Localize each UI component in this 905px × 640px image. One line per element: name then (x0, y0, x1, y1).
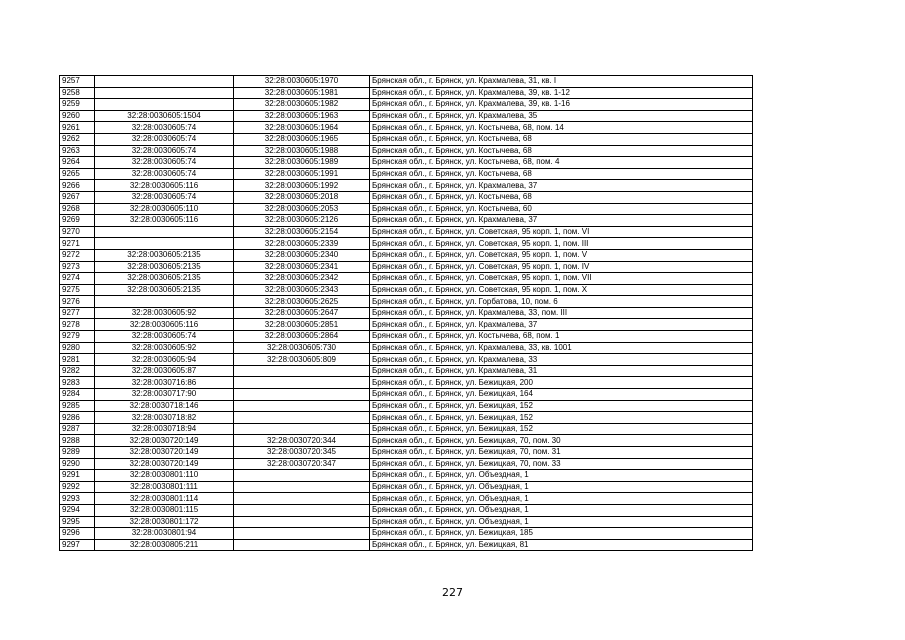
table-row (60, 493, 753, 505)
object-cadastral-cell: 32:28:0030605:1965 (234, 133, 370, 145)
row-number-cell: 9292 (60, 481, 95, 493)
land-plot-cadastral-cell: 32:28:0030605:74 (95, 191, 234, 203)
object-cadastral-cell (234, 470, 370, 482)
object-cadastral-cell: 32:28:0030605:2341 (234, 261, 370, 273)
row-number-cell: 9259 (60, 99, 95, 111)
object-cadastral-cell (234, 516, 370, 528)
row-number-cell: 9282 (60, 365, 95, 377)
address-cell: Брянская обл., г. Брянск, ул. Бежицкая, 185 (370, 528, 753, 540)
object-cadastral-cell (234, 528, 370, 540)
object-cadastral-cell (234, 504, 370, 516)
land-plot-cadastral-cell: 32:28:0030605:116 (95, 319, 234, 331)
land-plot-cadastral-cell: 32:28:0030605:74 (95, 331, 234, 343)
address-cell: Брянская обл., г. Брянск, ул. Крахмалева, 39, кв. 1-16 (370, 99, 753, 111)
object-cadastral-cell: 32:28:0030605:2126 (234, 215, 370, 227)
land-plot-cadastral-cell: 32:28:0030718:94 (95, 423, 234, 435)
land-plot-cadastral-cell: 32:28:0030718:82 (95, 412, 234, 424)
land-plot-cadastral-cell: 32:28:0030801:94 (95, 528, 234, 540)
table-row (60, 261, 753, 273)
land-plot-cadastral-cell: 32:28:0030605:92 (95, 307, 234, 319)
land-plot-cadastral-cell: 32:28:0030801:172 (95, 516, 234, 528)
address-cell: Брянская обл., г. Брянск, ул. Советская, 95 корп. 1, пом. VII (370, 273, 753, 285)
table-row (60, 226, 753, 238)
land-plot-cadastral-cell: 32:28:0030605:116 (95, 215, 234, 227)
land-plot-cadastral-cell: 32:28:0030720:149 (95, 447, 234, 459)
table-row (60, 87, 753, 99)
table-row (60, 400, 753, 412)
row-number-cell: 9276 (60, 296, 95, 308)
table-row (60, 423, 753, 435)
table-row (60, 133, 753, 145)
row-number-cell: 9285 (60, 400, 95, 412)
land-plot-cadastral-cell: 32:28:0030605:94 (95, 354, 234, 366)
table-row (60, 191, 753, 203)
object-cadastral-cell: 32:28:0030605:809 (234, 354, 370, 366)
object-cadastral-cell: 32:28:0030605:1981 (234, 87, 370, 99)
address-cell: Брянская обл., г. Брянск, ул. Крахмалева, 37 (370, 319, 753, 331)
land-plot-cadastral-cell: 32:28:0030605:74 (95, 168, 234, 180)
land-plot-cadastral-cell: 32:28:0030605:74 (95, 145, 234, 157)
address-cell: Брянская обл., г. Брянск, ул. Костычева, 68 (370, 133, 753, 145)
object-cadastral-cell (234, 412, 370, 424)
land-plot-cadastral-cell: 32:28:0030605:74 (95, 133, 234, 145)
address-cell: Брянская обл., г. Брянск, ул. Объездная, 1 (370, 504, 753, 516)
address-cell: Брянская обл., г. Брянск, ул. Советская, 95 корп. 1, пом. V (370, 249, 753, 261)
land-plot-cadastral-cell: 32:28:0030605:92 (95, 342, 234, 354)
row-number-cell: 9273 (60, 261, 95, 273)
table-row (60, 157, 753, 169)
table-row (60, 76, 753, 88)
row-number-cell: 9263 (60, 145, 95, 157)
address-cell: Брянская обл., г. Брянск, ул. Бежицкая, 152 (370, 400, 753, 412)
object-cadastral-cell: 32:28:0030720:344 (234, 435, 370, 447)
object-cadastral-cell (234, 365, 370, 377)
table-row (60, 180, 753, 192)
address-cell: Брянская обл., г. Брянск, ул. Крахмалева, 39, кв. 1-12 (370, 87, 753, 99)
land-plot-cadastral-cell: 32:28:0030605:116 (95, 180, 234, 192)
land-plot-cadastral-cell: 32:28:0030720:149 (95, 435, 234, 447)
object-cadastral-cell: 32:28:0030605:2154 (234, 226, 370, 238)
address-cell: Брянская обл., г. Брянск, ул. Крахмалева, 33 (370, 354, 753, 366)
table-row (60, 458, 753, 470)
table-row (60, 447, 753, 459)
address-cell: Брянская обл., г. Брянск, ул. Бежицкая, 70, пом. 31 (370, 447, 753, 459)
object-cadastral-cell: 32:28:0030605:2625 (234, 296, 370, 308)
row-number-cell: 9265 (60, 168, 95, 180)
cadastral-table-body (60, 76, 753, 551)
object-cadastral-cell: 32:28:0030605:2342 (234, 273, 370, 285)
table-row (60, 331, 753, 343)
table-row (60, 435, 753, 447)
table-row (60, 273, 753, 285)
object-cadastral-cell: 32:28:0030605:1991 (234, 168, 370, 180)
row-number-cell: 9290 (60, 458, 95, 470)
row-number-cell: 9293 (60, 493, 95, 505)
land-plot-cadastral-cell (95, 76, 234, 88)
table-row (60, 307, 753, 319)
land-plot-cadastral-cell: 32:28:0030605:110 (95, 203, 234, 215)
row-number-cell: 9275 (60, 284, 95, 296)
row-number-cell: 9294 (60, 504, 95, 516)
cadastral-table (59, 75, 753, 551)
row-number-cell: 9261 (60, 122, 95, 134)
row-number-cell: 9286 (60, 412, 95, 424)
address-cell: Брянская обл., г. Брянск, ул. Крахмалева, 33, пом. III (370, 307, 753, 319)
row-number-cell: 9278 (60, 319, 95, 331)
land-plot-cadastral-cell: 32:28:0030801:110 (95, 470, 234, 482)
table-row (60, 110, 753, 122)
address-cell: Брянская обл., г. Брянск, ул. Костычева, 68, пом. 14 (370, 122, 753, 134)
land-plot-cadastral-cell (95, 87, 234, 99)
table-row (60, 249, 753, 261)
table-row (60, 215, 753, 227)
table-row (60, 168, 753, 180)
address-cell: Брянская обл., г. Брянск, ул. Бежицкая, 70, пом. 33 (370, 458, 753, 470)
object-cadastral-cell (234, 481, 370, 493)
land-plot-cadastral-cell (95, 296, 234, 308)
address-cell: Брянская обл., г. Брянск, ул. Советская, 95 корп. 1, пом. VI (370, 226, 753, 238)
address-cell: Брянская обл., г. Брянск, ул. Горбатова, 10, пом. 6 (370, 296, 753, 308)
address-cell: Брянская обл., г. Брянск, ул. Объездная, 1 (370, 470, 753, 482)
row-number-cell: 9262 (60, 133, 95, 145)
row-number-cell: 9267 (60, 191, 95, 203)
object-cadastral-cell (234, 377, 370, 389)
table-row (60, 145, 753, 157)
table-row (60, 539, 753, 551)
row-number-cell: 9272 (60, 249, 95, 261)
address-cell: Брянская обл., г. Брянск, ул. Костычева, 68 (370, 168, 753, 180)
address-cell: Брянская обл., г. Брянск, ул. Объездная, 1 (370, 493, 753, 505)
land-plot-cadastral-cell (95, 99, 234, 111)
land-plot-cadastral-cell: 32:28:0030605:1504 (95, 110, 234, 122)
address-cell: Брянская обл., г. Брянск, ул. Объездная, 1 (370, 516, 753, 528)
table-row (60, 481, 753, 493)
row-number-cell: 9258 (60, 87, 95, 99)
row-number-cell: 9284 (60, 389, 95, 401)
address-cell: Брянская обл., г. Брянск, ул. Крахмалева, 31 (370, 365, 753, 377)
row-number-cell: 9291 (60, 470, 95, 482)
row-number-cell: 9289 (60, 447, 95, 459)
land-plot-cadastral-cell (95, 238, 234, 250)
table-row (60, 412, 753, 424)
row-number-cell: 9274 (60, 273, 95, 285)
address-cell: Брянская обл., г. Брянск, ул. Крахмалева, 37 (370, 215, 753, 227)
table-row (60, 354, 753, 366)
object-cadastral-cell: 32:28:0030605:2864 (234, 331, 370, 343)
object-cadastral-cell: 32:28:0030605:2343 (234, 284, 370, 296)
row-number-cell: 9281 (60, 354, 95, 366)
object-cadastral-cell (234, 493, 370, 505)
address-cell: Брянская обл., г. Брянск, ул. Бежицкая, 152 (370, 412, 753, 424)
object-cadastral-cell: 32:28:0030605:1964 (234, 122, 370, 134)
object-cadastral-cell: 32:28:0030605:730 (234, 342, 370, 354)
table-row (60, 203, 753, 215)
row-number-cell: 9297 (60, 539, 95, 551)
address-cell: Брянская обл., г. Брянск, ул. Крахмалева, 31, кв. I (370, 76, 753, 88)
object-cadastral-cell: 32:28:0030605:1982 (234, 99, 370, 111)
object-cadastral-cell (234, 400, 370, 412)
row-number-cell: 9257 (60, 76, 95, 88)
land-plot-cadastral-cell: 32:28:0030801:111 (95, 481, 234, 493)
object-cadastral-cell (234, 539, 370, 551)
table-row (60, 389, 753, 401)
table-row (60, 377, 753, 389)
land-plot-cadastral-cell: 32:28:0030717:90 (95, 389, 234, 401)
land-plot-cadastral-cell: 32:28:0030605:2135 (95, 249, 234, 261)
land-plot-cadastral-cell: 32:28:0030801:115 (95, 504, 234, 516)
row-number-cell: 9266 (60, 180, 95, 192)
address-cell: Брянская обл., г. Брянск, ул. Крахмалева, 35 (370, 110, 753, 122)
row-number-cell: 9295 (60, 516, 95, 528)
object-cadastral-cell: 32:28:0030605:2851 (234, 319, 370, 331)
table-row (60, 528, 753, 540)
land-plot-cadastral-cell: 32:28:0030716:86 (95, 377, 234, 389)
row-number-cell: 9283 (60, 377, 95, 389)
row-number-cell: 9264 (60, 157, 95, 169)
address-cell: Брянская обл., г. Брянск, ул. Бежицкая, 81 (370, 539, 753, 551)
row-number-cell: 9287 (60, 423, 95, 435)
address-cell: Брянская обл., г. Брянск, ул. Бежицкая, 200 (370, 377, 753, 389)
row-number-cell: 9269 (60, 215, 95, 227)
row-number-cell: 9277 (60, 307, 95, 319)
land-plot-cadastral-cell: 32:28:0030718:146 (95, 400, 234, 412)
table-row (60, 284, 753, 296)
address-cell: Брянская обл., г. Брянск, ул. Советская, 95 корп. 1, пом. X (370, 284, 753, 296)
row-number-cell: 9270 (60, 226, 95, 238)
address-cell: Брянская обл., г. Брянск, ул. Советская, 95 корп. 1, пом. IV (370, 261, 753, 273)
row-number-cell: 9288 (60, 435, 95, 447)
object-cadastral-cell: 32:28:0030720:347 (234, 458, 370, 470)
land-plot-cadastral-cell: 32:28:0030720:149 (95, 458, 234, 470)
object-cadastral-cell: 32:28:0030605:1992 (234, 180, 370, 192)
land-plot-cadastral-cell: 32:28:0030605:2135 (95, 284, 234, 296)
table-row (60, 319, 753, 331)
address-cell: Брянская обл., г. Брянск, ул. Костычева, 68, пом. 4 (370, 157, 753, 169)
object-cadastral-cell: 32:28:0030605:1970 (234, 76, 370, 88)
table-row (60, 516, 753, 528)
object-cadastral-cell: 32:28:0030605:2018 (234, 191, 370, 203)
object-cadastral-cell: 32:28:0030605:1988 (234, 145, 370, 157)
land-plot-cadastral-cell: 32:28:0030605:74 (95, 157, 234, 169)
land-plot-cadastral-cell: 32:28:0030605:2135 (95, 261, 234, 273)
table-row (60, 238, 753, 250)
table-row (60, 504, 753, 516)
object-cadastral-cell: 32:28:0030605:2647 (234, 307, 370, 319)
table-row (60, 342, 753, 354)
row-number-cell: 9260 (60, 110, 95, 122)
address-cell: Брянская обл., г. Брянск, ул. Бежицкая, 164 (370, 389, 753, 401)
land-plot-cadastral-cell: 32:28:0030801:114 (95, 493, 234, 505)
table-row (60, 99, 753, 111)
address-cell: Брянская обл., г. Брянск, ул. Советская, 95 корп. 1, пом. III (370, 238, 753, 250)
land-plot-cadastral-cell: 32:28:0030805:211 (95, 539, 234, 551)
object-cadastral-cell: 32:28:0030720:345 (234, 447, 370, 459)
table-row (60, 365, 753, 377)
address-cell: Брянская обл., г. Брянск, ул. Крахмалева, 37 (370, 180, 753, 192)
row-number-cell: 9279 (60, 331, 95, 343)
land-plot-cadastral-cell: 32:28:0030605:2135 (95, 273, 234, 285)
address-cell: Брянская обл., г. Брянск, ул. Бежицкая, 152 (370, 423, 753, 435)
page-number: 227 (442, 586, 463, 599)
address-cell: Брянская обл., г. Брянск, ул. Объездная, 1 (370, 481, 753, 493)
object-cadastral-cell: 32:28:0030605:1963 (234, 110, 370, 122)
land-plot-cadastral-cell: 32:28:0030605:87 (95, 365, 234, 377)
table-row (60, 470, 753, 482)
address-cell: Брянская обл., г. Брянск, ул. Крахмалева, 33, кв. 1001 (370, 342, 753, 354)
object-cadastral-cell: 32:28:0030605:2340 (234, 249, 370, 261)
row-number-cell: 9268 (60, 203, 95, 215)
row-number-cell: 9271 (60, 238, 95, 250)
table-row (60, 122, 753, 134)
object-cadastral-cell (234, 423, 370, 435)
row-number-cell: 9296 (60, 528, 95, 540)
object-cadastral-cell (234, 389, 370, 401)
address-cell: Брянская обл., г. Брянск, ул. Костычева, 68 (370, 145, 753, 157)
land-plot-cadastral-cell (95, 226, 234, 238)
object-cadastral-cell: 32:28:0030605:2053 (234, 203, 370, 215)
table-row (60, 296, 753, 308)
address-cell: Брянская обл., г. Брянск, ул. Костычева, 68 (370, 191, 753, 203)
address-cell: Брянская обл., г. Брянск, ул. Бежицкая, 70, пом. 30 (370, 435, 753, 447)
land-plot-cadastral-cell: 32:28:0030605:74 (95, 122, 234, 134)
address-cell: Брянская обл., г. Брянск, ул. Костычева, 60 (370, 203, 753, 215)
object-cadastral-cell: 32:28:0030605:1989 (234, 157, 370, 169)
address-cell: Брянская обл., г. Брянск, ул. Костычева, 68, пом. 1 (370, 331, 753, 343)
row-number-cell: 9280 (60, 342, 95, 354)
object-cadastral-cell: 32:28:0030605:2339 (234, 238, 370, 250)
